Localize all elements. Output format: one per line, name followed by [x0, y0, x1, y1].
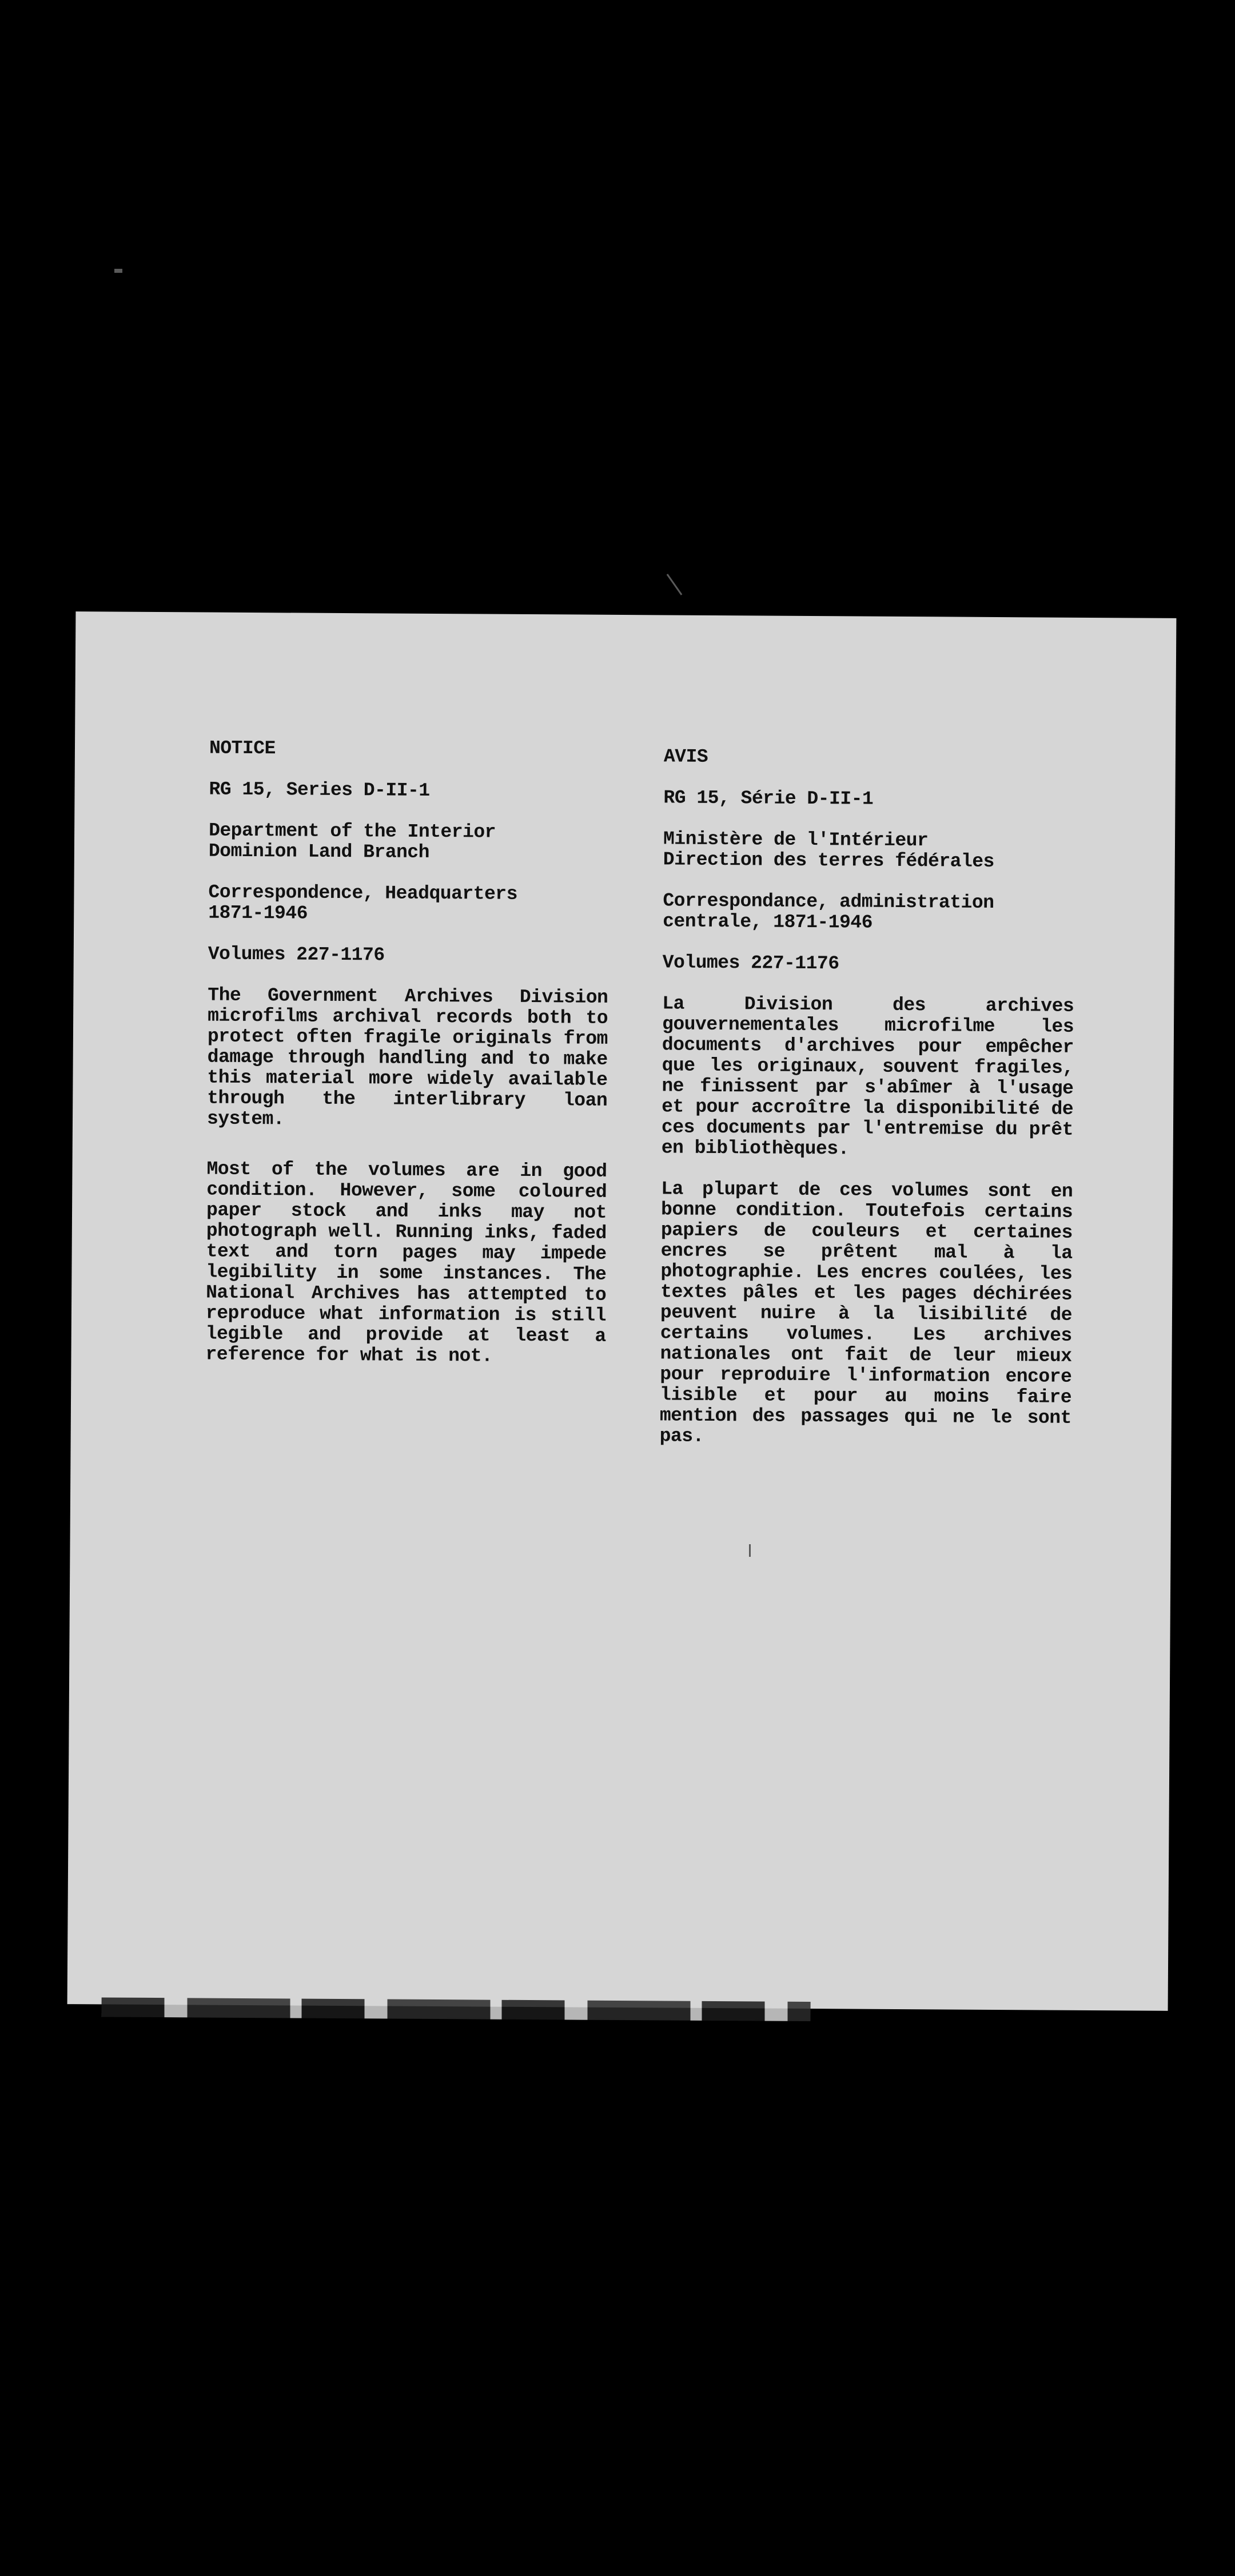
film-scratch	[667, 574, 683, 595]
document-page	[67, 611, 1177, 2011]
french-department: Ministère de l'Intérieur Direction des terres fédérales	[663, 828, 995, 872]
english-paragraph-1: The Government Archives Division microfilms archival records both to protect often fragile originals from damage through handling and to make this material more widely available through the interlibrary loan system.	[206, 984, 608, 1130]
film-speck	[114, 269, 122, 273]
english-record-group: RG 15, Series D-II-1	[209, 778, 430, 801]
french-series-title: Correspondance, administration centrale, 1871-1946	[663, 890, 994, 933]
english-notice-column	[205, 738, 609, 1388]
french-paragraph-1: La Division des archives gouvernementales microfilme les documents d'archives pour empêcher que les originaux, souvent fragiles, ne finissent par s'abîmer à l'usage et pour accroître la disponibilité de ces documents par l'entremise du prêt en bibliothèques.	[661, 993, 1074, 1160]
english-department: Department of the Interior Dominion Land Branch	[208, 820, 496, 863]
french-paragraph-2: La plupart de ces volumes sont en bonne condition. Toutefois certains papiers de couleurs et certaines encres se prêtent mal à la photographie. Les encres coulées, les textes pâles et les pages déchirées peuvent nuire à la lisibilité de certains volumes. Les archives nationales ont fait de leur mieux pour reproduire l'information encore lisible et pour au moins faire mention des passages qui ne le sont pas.	[659, 1178, 1073, 1447]
page-speck	[749, 1544, 751, 1557]
french-record-group: RG 15, Série D-II-1	[663, 787, 874, 810]
torn-bottom-edge	[101, 1997, 810, 2021]
english-paragraph-2: Most of the volumes are in good condition. However, some coloured paper stock and inks may not photograph well. Running inks, faded text and torn pages may impede legibility in some instances. The National Archives has attempted to reproduce what information is still legible and provide at least a reference for what is not.	[205, 1158, 607, 1367]
english-volumes: Volumes 227-1176	[208, 943, 385, 966]
english-heading: NOTICE	[209, 737, 276, 760]
french-notice-column	[659, 746, 1075, 1469]
english-series-title: Correspondence, Headquarters 1871-1946	[208, 881, 518, 924]
french-volumes: Volumes 227-1176	[662, 952, 839, 975]
french-heading: AVIS	[663, 746, 708, 768]
